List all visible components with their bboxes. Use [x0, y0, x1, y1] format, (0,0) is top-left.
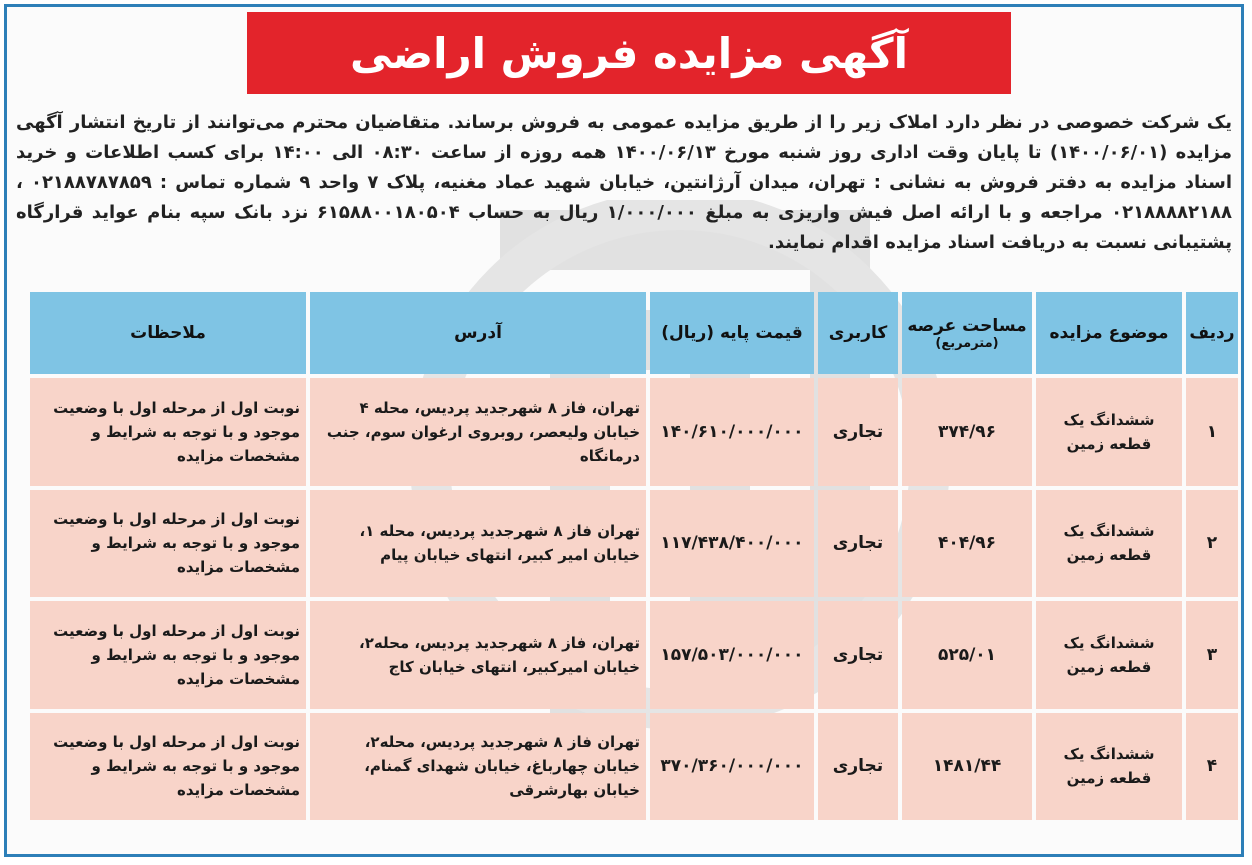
cell-row-number: ۴	[1186, 713, 1238, 821]
cell-area: ۴۰۴/۹۶	[902, 490, 1032, 598]
cell-price: ۳۷۰/۳۶۰/۰۰۰/۰۰۰	[650, 713, 814, 821]
cell-area: ۱۴۸۱/۴۴	[902, 713, 1032, 821]
cell-address: تهران فاز ۸ شهرجدید پردیس، محله۲، خیابان چهارباغ، خیابان شهدای گمنام، خیابان بهارشرقی	[310, 713, 646, 821]
cell-subject: ششدانگ یک قطعه زمین	[1036, 378, 1182, 486]
cell-subject: ششدانگ یک قطعه زمین	[1036, 713, 1182, 821]
cell-price: ۱۴۰/۶۱۰/۰۰۰/۰۰۰	[650, 378, 814, 486]
cell-area: ۳۷۴/۹۶	[902, 378, 1032, 486]
cell-price: ۱۵۷/۵۰۳/۰۰۰/۰۰۰	[650, 601, 814, 709]
table-header-row	[30, 292, 1238, 374]
table-row	[30, 378, 1238, 486]
cell-subject: ششدانگ یک قطعه زمین	[1036, 490, 1182, 598]
header-usage: کاربری	[818, 292, 898, 374]
header-area-unit: (مترمربع)	[935, 335, 999, 351]
cell-usage: تجاری	[818, 713, 898, 821]
header-subject: موضوع مزایده	[1036, 292, 1182, 374]
cell-price: ۱۱۷/۴۳۸/۴۰۰/۰۰۰	[650, 490, 814, 598]
header-area	[902, 292, 1032, 374]
cell-notes: نوبت اول از مرحله اول با وضعیت موجود و با توجه به شرایط و مشخصات مزایده	[30, 378, 306, 486]
cell-usage: تجاری	[818, 378, 898, 486]
cell-row-number: ۱	[1186, 378, 1238, 486]
table-row	[30, 490, 1238, 598]
table-row	[30, 713, 1238, 821]
intro-paragraph: یک شرکت خصوصی در نظر دارد املاک زیر را از طریق مزایده عمومی به فروش برساند. متقاضیان محترم می‌توانند از تاریخ انتشار آگهی مزایده (۱۴۰۰/۰۶/۰۱) تا پایان وقت اداری روز شنبه مورخ ۱۴۰۰/۰۶/۱۳ همه روزه از ساعت ۰۸:۳۰ الی ۱۴:۰۰ برای کسب اطلاعات و خرید اسناد مزایده به دفتر فروش به نشانی : تهران، میدان آرژانتین، خیابان شهید عماد مغنیه، پلاک ۷ واحد ۹ شماره تماس : ۰۲۱۸۸۷۸۷۸۵۹ ، ۰۲۱۸۸۸۸۲۱۸۸ مراجعه و با ارائه اصل فیش واریزی به مبلغ ۱/۰۰۰/۰۰۰ ریال به حساب ۶۱۵۸۸۰۰۱۸۰۵۰۴ نزد بانک سپه بنام عواید قرارگاه پشتیبانی نسبت به دریافت اسناد مزایده اقدام نمایند.	[16, 112, 1232, 253]
header-row-number: ردیف	[1186, 292, 1238, 374]
cell-notes: نوبت اول از مرحله اول با وضعیت موجود و با توجه به شرایط و مشخصات مزایده	[30, 713, 306, 821]
cell-row-number: ۳	[1186, 601, 1238, 709]
auction-table	[26, 288, 1242, 824]
cell-subject: ششدانگ یک قطعه زمین	[1036, 601, 1182, 709]
page-title: آگهی مزایده فروش اراضی	[247, 12, 1011, 94]
header-price: قیمت پایه (ریال)	[650, 292, 814, 374]
cell-row-number: ۲	[1186, 490, 1238, 598]
cell-address: تهران، فاز ۸ شهرجدید پردیس، محله ۴ خیابان ولیعصر، روبروی ارغوان سوم، جنب درمانگاه	[310, 378, 646, 486]
cell-usage: تجاری	[818, 601, 898, 709]
header-notes: ملاحظات	[30, 292, 306, 374]
cell-notes: نوبت اول از مرحله اول با وضعیت موجود و با توجه به شرایط و مشخصات مزایده	[30, 490, 306, 598]
table-row	[30, 601, 1238, 709]
header-address: آدرس	[310, 292, 646, 374]
header-area-label: مساحت عرصه	[907, 315, 1027, 336]
cell-notes: نوبت اول از مرحله اول با وضعیت موجود و با توجه به شرایط و مشخصات مزایده	[30, 601, 306, 709]
cell-address: تهران فاز ۸ شهرجدید پردیس، محله ۱، خیابان امیر کبیر، انتهای خیابان پیام	[310, 490, 646, 598]
cell-usage: تجاری	[818, 490, 898, 598]
cell-address: تهران، فاز ۸ شهرجدید پردیس، محله۲، خیابان امیرکبیر، انتهای خیابان کاج	[310, 601, 646, 709]
cell-area: ۵۲۵/۰۱	[902, 601, 1032, 709]
